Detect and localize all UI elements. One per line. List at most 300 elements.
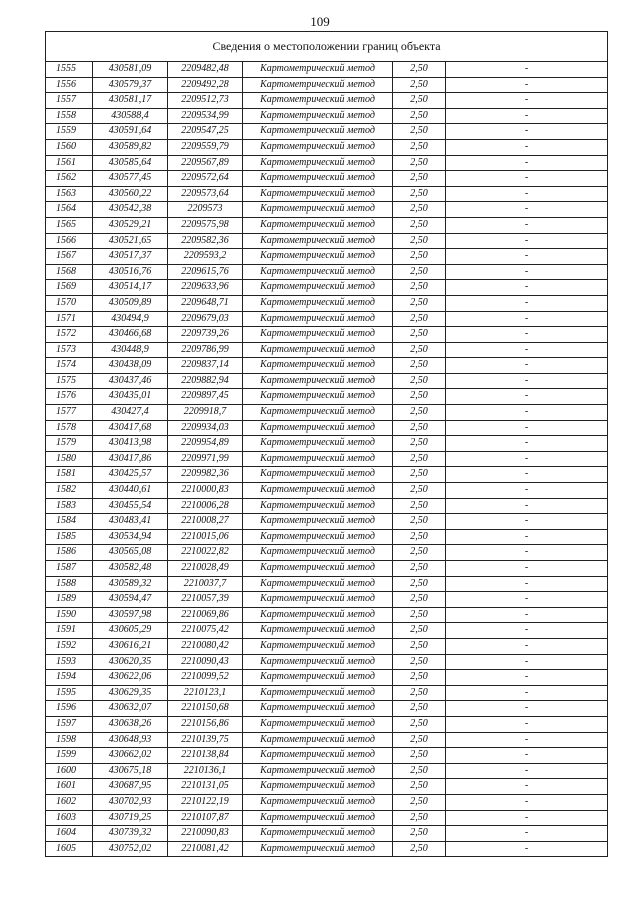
- table-row: [46, 623, 608, 639]
- x-coordinate-cell: 430509,89: [93, 295, 168, 311]
- y-coordinate-cell: 2209482,48: [168, 62, 243, 78]
- x-coordinate-cell: 430529,21: [93, 217, 168, 233]
- y-coordinate-cell: 2209512,73: [168, 93, 243, 109]
- x-coordinate-cell: 430632,07: [93, 701, 168, 717]
- accuracy-cell: 2,50: [393, 373, 446, 389]
- method-cell: Картометрический метод: [243, 93, 393, 109]
- x-coordinate-cell: 430448,9: [93, 342, 168, 358]
- x-coordinate-cell: 430581,09: [93, 62, 168, 78]
- table-row: [46, 514, 608, 530]
- table-row: [46, 670, 608, 686]
- x-coordinate-cell: 430417,68: [93, 420, 168, 436]
- x-coordinate-cell: 430591,64: [93, 124, 168, 140]
- x-coordinate-cell: 430662,02: [93, 748, 168, 764]
- x-coordinate-cell: 430597,98: [93, 607, 168, 623]
- method-cell: Картометрический метод: [243, 826, 393, 842]
- description-cell: -: [446, 701, 608, 717]
- x-coordinate-cell: 430739,32: [93, 826, 168, 842]
- description-cell: -: [446, 124, 608, 140]
- accuracy-cell: 2,50: [393, 264, 446, 280]
- y-coordinate-cell: 2209648,71: [168, 295, 243, 311]
- table-row: [46, 62, 608, 78]
- description-cell: -: [446, 810, 608, 826]
- y-coordinate-cell: 2209971,99: [168, 451, 243, 467]
- method-cell: Картометрический метод: [243, 529, 393, 545]
- accuracy-cell: 2,50: [393, 327, 446, 343]
- table-row: [46, 592, 608, 608]
- accuracy-cell: 2,50: [393, 654, 446, 670]
- point-number-cell: 1563: [46, 186, 93, 202]
- y-coordinate-cell: 2209954,89: [168, 436, 243, 452]
- accuracy-cell: 2,50: [393, 514, 446, 530]
- method-cell: Картометрический метод: [243, 233, 393, 249]
- accuracy-cell: 2,50: [393, 358, 446, 374]
- accuracy-cell: 2,50: [393, 62, 446, 78]
- x-coordinate-cell: 430483,41: [93, 514, 168, 530]
- point-number-cell: 1595: [46, 685, 93, 701]
- description-cell: -: [446, 62, 608, 78]
- accuracy-cell: 2,50: [393, 467, 446, 483]
- y-coordinate-cell: 2210090,83: [168, 826, 243, 842]
- description-cell: -: [446, 607, 608, 623]
- x-coordinate-cell: 430638,26: [93, 716, 168, 732]
- page-number: 109: [310, 14, 330, 29]
- description-cell: -: [446, 108, 608, 124]
- method-cell: Картометрический метод: [243, 685, 393, 701]
- x-coordinate-cell: 430514,17: [93, 280, 168, 296]
- point-number-cell: 1577: [46, 405, 93, 421]
- table-row: [46, 155, 608, 171]
- point-number-cell: 1598: [46, 732, 93, 748]
- method-cell: Картометрический метод: [243, 654, 393, 670]
- table-row: [46, 217, 608, 233]
- method-cell: Картометрический метод: [243, 810, 393, 826]
- point-number-cell: 1592: [46, 638, 93, 654]
- description-cell: -: [446, 794, 608, 810]
- accuracy-cell: 2,50: [393, 779, 446, 795]
- table-row: [46, 841, 608, 857]
- method-cell: Картометрический метод: [243, 763, 393, 779]
- accuracy-cell: 2,50: [393, 233, 446, 249]
- method-cell: Картометрический метод: [243, 358, 393, 374]
- accuracy-cell: 2,50: [393, 217, 446, 233]
- y-coordinate-cell: 2209573,64: [168, 186, 243, 202]
- y-coordinate-cell: 2210075,42: [168, 623, 243, 639]
- description-cell: -: [446, 233, 608, 249]
- description-cell: -: [446, 249, 608, 265]
- x-coordinate-cell: 430616,21: [93, 638, 168, 654]
- x-coordinate-cell: 430455,54: [93, 498, 168, 514]
- method-cell: Картометрический метод: [243, 545, 393, 561]
- description-cell: -: [446, 467, 608, 483]
- point-number-cell: 1566: [46, 233, 93, 249]
- table-row: [46, 77, 608, 93]
- point-number-cell: 1587: [46, 561, 93, 577]
- y-coordinate-cell: 2210107,87: [168, 810, 243, 826]
- accuracy-cell: 2,50: [393, 249, 446, 265]
- y-coordinate-cell: 2210028,49: [168, 561, 243, 577]
- x-coordinate-cell: 430648,93: [93, 732, 168, 748]
- accuracy-cell: 2,50: [393, 186, 446, 202]
- method-cell: Картометрический метод: [243, 794, 393, 810]
- description-cell: -: [446, 295, 608, 311]
- description-cell: -: [446, 498, 608, 514]
- table-row: [46, 701, 608, 717]
- description-cell: -: [446, 171, 608, 187]
- method-cell: Картометрический метод: [243, 436, 393, 452]
- table-row: [46, 358, 608, 374]
- y-coordinate-cell: 2209567,89: [168, 155, 243, 171]
- method-cell: Картометрический метод: [243, 779, 393, 795]
- table-row: [46, 373, 608, 389]
- table-row: [46, 685, 608, 701]
- point-number-cell: 1576: [46, 389, 93, 405]
- table-row: [46, 295, 608, 311]
- y-coordinate-cell: 2210081,42: [168, 841, 243, 857]
- x-coordinate-cell: 430629,35: [93, 685, 168, 701]
- accuracy-cell: 2,50: [393, 592, 446, 608]
- table-row: [46, 748, 608, 764]
- point-number-cell: 1581: [46, 467, 93, 483]
- method-cell: Картометрический метод: [243, 327, 393, 343]
- table-row: [46, 311, 608, 327]
- y-coordinate-cell: 2210150,68: [168, 701, 243, 717]
- point-number-cell: 1580: [46, 451, 93, 467]
- method-cell: Картометрический метод: [243, 139, 393, 155]
- table-row: [46, 576, 608, 592]
- point-number-cell: 1589: [46, 592, 93, 608]
- method-cell: Картометрический метод: [243, 638, 393, 654]
- method-cell: Картометрический метод: [243, 280, 393, 296]
- point-number-cell: 1569: [46, 280, 93, 296]
- x-coordinate-cell: 430577,45: [93, 171, 168, 187]
- table-row: [46, 607, 608, 623]
- point-number-cell: 1559: [46, 124, 93, 140]
- point-number-cell: 1604: [46, 826, 93, 842]
- point-number-cell: 1590: [46, 607, 93, 623]
- y-coordinate-cell: 2209534,99: [168, 108, 243, 124]
- x-coordinate-cell: 430517,37: [93, 249, 168, 265]
- y-coordinate-cell: 2210008,27: [168, 514, 243, 530]
- y-coordinate-cell: 2210131,05: [168, 779, 243, 795]
- accuracy-cell: 2,50: [393, 77, 446, 93]
- x-coordinate-cell: 430582,48: [93, 561, 168, 577]
- x-coordinate-cell: 430440,61: [93, 483, 168, 499]
- point-number-cell: 1574: [46, 358, 93, 374]
- method-cell: Картометрический метод: [243, 202, 393, 218]
- description-cell: -: [446, 389, 608, 405]
- y-coordinate-cell: 2209573: [168, 202, 243, 218]
- accuracy-cell: 2,50: [393, 311, 446, 327]
- y-coordinate-cell: 2209918,7: [168, 405, 243, 421]
- point-number-cell: 1593: [46, 654, 93, 670]
- table-row: [46, 483, 608, 499]
- x-coordinate-cell: 430589,32: [93, 576, 168, 592]
- method-cell: Картометрический метод: [243, 420, 393, 436]
- y-coordinate-cell: 2209739,26: [168, 327, 243, 343]
- x-coordinate-cell: 430560,22: [93, 186, 168, 202]
- table-row: [46, 436, 608, 452]
- point-number-cell: 1570: [46, 295, 93, 311]
- accuracy-cell: 2,50: [393, 124, 446, 140]
- y-coordinate-cell: 2210123,1: [168, 685, 243, 701]
- accuracy-cell: 2,50: [393, 405, 446, 421]
- accuracy-cell: 2,50: [393, 623, 446, 639]
- accuracy-cell: 2,50: [393, 716, 446, 732]
- accuracy-cell: 2,50: [393, 155, 446, 171]
- method-cell: Картометрический метод: [243, 389, 393, 405]
- point-number-cell: 1556: [46, 77, 93, 93]
- accuracy-cell: 2,50: [393, 108, 446, 124]
- y-coordinate-cell: 2209559,79: [168, 139, 243, 155]
- description-cell: -: [446, 529, 608, 545]
- x-coordinate-cell: 430466,68: [93, 327, 168, 343]
- method-cell: Картометрический метод: [243, 342, 393, 358]
- accuracy-cell: 2,50: [393, 794, 446, 810]
- point-number-cell: 1584: [46, 514, 93, 530]
- accuracy-cell: 2,50: [393, 93, 446, 109]
- x-coordinate-cell: 430427,4: [93, 405, 168, 421]
- point-number-cell: 1578: [46, 420, 93, 436]
- y-coordinate-cell: 2210006,28: [168, 498, 243, 514]
- table-row: [46, 280, 608, 296]
- description-cell: -: [446, 93, 608, 109]
- method-cell: Картометрический метод: [243, 483, 393, 499]
- description-cell: -: [446, 514, 608, 530]
- description-cell: -: [446, 420, 608, 436]
- x-coordinate-cell: 430588,4: [93, 108, 168, 124]
- description-cell: -: [446, 638, 608, 654]
- y-coordinate-cell: 2209837,14: [168, 358, 243, 374]
- x-coordinate-cell: 430687,95: [93, 779, 168, 795]
- point-number-cell: 1572: [46, 327, 93, 343]
- method-cell: Картометрический метод: [243, 186, 393, 202]
- description-cell: -: [446, 623, 608, 639]
- description-cell: -: [446, 436, 608, 452]
- method-cell: Картометрический метод: [243, 405, 393, 421]
- method-cell: Картометрический метод: [243, 311, 393, 327]
- point-number-cell: 1600: [46, 763, 93, 779]
- method-cell: Картометрический метод: [243, 498, 393, 514]
- x-coordinate-cell: 430437,46: [93, 373, 168, 389]
- table-row: [46, 826, 608, 842]
- table-row: [46, 779, 608, 795]
- description-cell: -: [446, 280, 608, 296]
- x-coordinate-cell: 430581,17: [93, 93, 168, 109]
- point-number-cell: 1560: [46, 139, 93, 155]
- x-coordinate-cell: 430516,76: [93, 264, 168, 280]
- table-row: [46, 249, 608, 265]
- y-coordinate-cell: 2209982,36: [168, 467, 243, 483]
- accuracy-cell: 2,50: [393, 763, 446, 779]
- table-row: [46, 171, 608, 187]
- point-number-cell: 1588: [46, 576, 93, 592]
- x-coordinate-cell: 430605,29: [93, 623, 168, 639]
- method-cell: Картометрический метод: [243, 841, 393, 857]
- description-cell: -: [446, 77, 608, 93]
- accuracy-cell: 2,50: [393, 202, 446, 218]
- description-cell: -: [446, 139, 608, 155]
- table-row: [46, 327, 608, 343]
- accuracy-cell: 2,50: [393, 436, 446, 452]
- x-coordinate-cell: 430413,98: [93, 436, 168, 452]
- method-cell: Картометрический метод: [243, 607, 393, 623]
- method-cell: Картометрический метод: [243, 171, 393, 187]
- method-cell: Картометрический метод: [243, 155, 393, 171]
- table-row: [46, 342, 608, 358]
- method-cell: Картометрический метод: [243, 217, 393, 233]
- description-cell: -: [446, 311, 608, 327]
- point-number-cell: 1567: [46, 249, 93, 265]
- y-coordinate-cell: 2209593,2: [168, 249, 243, 265]
- description-cell: -: [446, 716, 608, 732]
- description-cell: -: [446, 576, 608, 592]
- y-coordinate-cell: 2209575,98: [168, 217, 243, 233]
- description-cell: -: [446, 748, 608, 764]
- method-cell: Картометрический метод: [243, 576, 393, 592]
- method-cell: Картометрический метод: [243, 77, 393, 93]
- y-coordinate-cell: 2209882,94: [168, 373, 243, 389]
- y-coordinate-cell: 2210122,19: [168, 794, 243, 810]
- point-number-cell: 1564: [46, 202, 93, 218]
- point-number-cell: 1591: [46, 623, 93, 639]
- accuracy-cell: 2,50: [393, 732, 446, 748]
- y-coordinate-cell: 2210000,83: [168, 483, 243, 499]
- table-row: [46, 108, 608, 124]
- method-cell: Картометрический метод: [243, 249, 393, 265]
- point-number-cell: 1601: [46, 779, 93, 795]
- point-number-cell: 1594: [46, 670, 93, 686]
- method-cell: Картометрический метод: [243, 748, 393, 764]
- table-row: [46, 794, 608, 810]
- table-row: [46, 561, 608, 577]
- point-number-cell: 1603: [46, 810, 93, 826]
- table-row: [46, 638, 608, 654]
- y-coordinate-cell: 2210090,43: [168, 654, 243, 670]
- method-cell: Картометрический метод: [243, 451, 393, 467]
- table-title-row: [46, 32, 608, 62]
- description-cell: -: [446, 545, 608, 561]
- point-number-cell: 1575: [46, 373, 93, 389]
- x-coordinate-cell: 430622,06: [93, 670, 168, 686]
- table-row: [46, 716, 608, 732]
- boundary-table: [45, 31, 608, 857]
- table-row: [46, 420, 608, 436]
- x-coordinate-cell: 430675,18: [93, 763, 168, 779]
- point-number-cell: 1585: [46, 529, 93, 545]
- x-coordinate-cell: 430579,37: [93, 77, 168, 93]
- y-coordinate-cell: 2210156,86: [168, 716, 243, 732]
- table-row: [46, 763, 608, 779]
- description-cell: -: [446, 670, 608, 686]
- table-row: [46, 545, 608, 561]
- accuracy-cell: 2,50: [393, 841, 446, 857]
- description-cell: -: [446, 186, 608, 202]
- point-number-cell: 1583: [46, 498, 93, 514]
- table-row: [46, 264, 608, 280]
- description-cell: -: [446, 405, 608, 421]
- point-number-cell: 1602: [46, 794, 93, 810]
- description-cell: -: [446, 841, 608, 857]
- x-coordinate-cell: 430719,25: [93, 810, 168, 826]
- description-cell: -: [446, 373, 608, 389]
- table-row: [46, 186, 608, 202]
- y-coordinate-cell: 2209679,03: [168, 311, 243, 327]
- x-coordinate-cell: 430565,08: [93, 545, 168, 561]
- description-cell: -: [446, 327, 608, 343]
- point-number-cell: 1557: [46, 93, 93, 109]
- y-coordinate-cell: 2209547,25: [168, 124, 243, 140]
- point-number-cell: 1596: [46, 701, 93, 717]
- y-coordinate-cell: 2209633,96: [168, 280, 243, 296]
- table-row: [46, 810, 608, 826]
- accuracy-cell: 2,50: [393, 748, 446, 764]
- table-row: [46, 467, 608, 483]
- x-coordinate-cell: 430425,57: [93, 467, 168, 483]
- description-cell: -: [446, 654, 608, 670]
- method-cell: Картометрический метод: [243, 467, 393, 483]
- point-number-cell: 1558: [46, 108, 93, 124]
- x-coordinate-cell: 430702,93: [93, 794, 168, 810]
- y-coordinate-cell: 2210057,39: [168, 592, 243, 608]
- description-cell: -: [446, 779, 608, 795]
- x-coordinate-cell: 430494,9: [93, 311, 168, 327]
- point-number-cell: 1605: [46, 841, 93, 857]
- method-cell: Картометрический метод: [243, 623, 393, 639]
- y-coordinate-cell: 2209572,64: [168, 171, 243, 187]
- y-coordinate-cell: 2209934,03: [168, 420, 243, 436]
- accuracy-cell: 2,50: [393, 576, 446, 592]
- table-row: [46, 732, 608, 748]
- description-cell: -: [446, 202, 608, 218]
- x-coordinate-cell: 430438,09: [93, 358, 168, 374]
- x-coordinate-cell: 430521,65: [93, 233, 168, 249]
- accuracy-cell: 2,50: [393, 561, 446, 577]
- method-cell: Картометрический метод: [243, 108, 393, 124]
- accuracy-cell: 2,50: [393, 280, 446, 296]
- accuracy-cell: 2,50: [393, 685, 446, 701]
- accuracy-cell: 2,50: [393, 171, 446, 187]
- method-cell: Картометрический метод: [243, 561, 393, 577]
- y-coordinate-cell: 2210136,1: [168, 763, 243, 779]
- y-coordinate-cell: 2210069,86: [168, 607, 243, 623]
- point-number-cell: 1579: [46, 436, 93, 452]
- accuracy-cell: 2,50: [393, 607, 446, 623]
- y-coordinate-cell: 2210138,84: [168, 748, 243, 764]
- x-coordinate-cell: 430435,01: [93, 389, 168, 405]
- point-number-cell: 1573: [46, 342, 93, 358]
- accuracy-cell: 2,50: [393, 701, 446, 717]
- description-cell: -: [446, 592, 608, 608]
- table-row: [46, 139, 608, 155]
- y-coordinate-cell: 2210080,42: [168, 638, 243, 654]
- description-cell: -: [446, 342, 608, 358]
- y-coordinate-cell: 2210139,75: [168, 732, 243, 748]
- accuracy-cell: 2,50: [393, 389, 446, 405]
- accuracy-cell: 2,50: [393, 810, 446, 826]
- method-cell: Картометрический метод: [243, 701, 393, 717]
- accuracy-cell: 2,50: [393, 451, 446, 467]
- y-coordinate-cell: 2209615,76: [168, 264, 243, 280]
- method-cell: Картометрический метод: [243, 592, 393, 608]
- point-number-cell: 1555: [46, 62, 93, 78]
- description-cell: -: [446, 217, 608, 233]
- accuracy-cell: 2,50: [393, 826, 446, 842]
- accuracy-cell: 2,50: [393, 483, 446, 499]
- method-cell: Картометрический метод: [243, 373, 393, 389]
- x-coordinate-cell: 430542,38: [93, 202, 168, 218]
- description-cell: -: [446, 451, 608, 467]
